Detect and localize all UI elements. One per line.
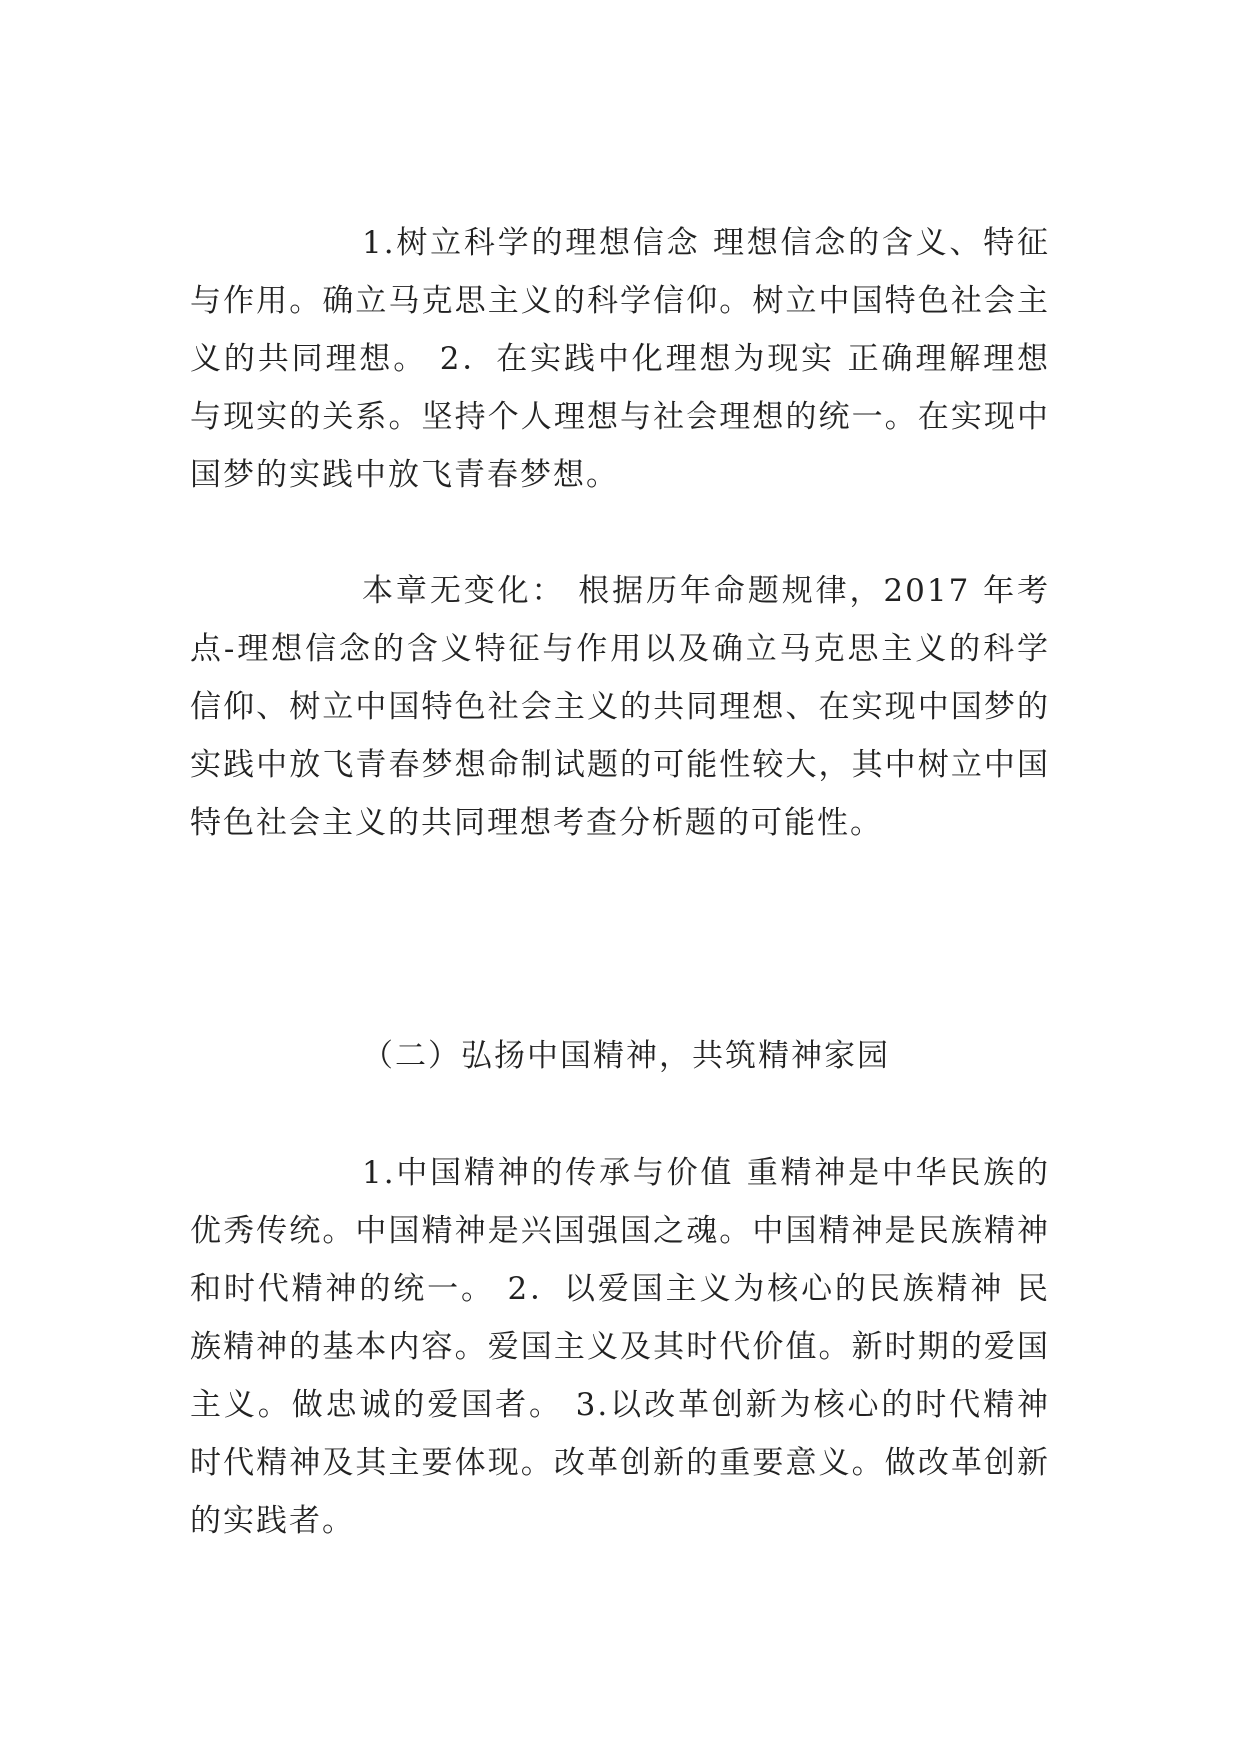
paragraph-exam-analysis: 本章无变化： 根据历年命题规律，2017 年考点-理想信念的含义特征与作用以及确立马克思主义的科学信仰、树立中国特色社会主义的共同理想、在实现中国梦的实践中放飞青春梦想命制试题的可能性较大，其中树立中国特色社会主义的共同理想考查分析题的可能性。 — [190, 573, 1050, 841]
section-heading: （二）弘扬中国精神，共筑精神家园 — [362, 1038, 890, 1074]
paragraph-ideals-beliefs: 1.树立科学的理想信念 理想信念的含义、特征与作用。确立马克思主义的科学信仰。树立中国特色社会主义的共同理想。 2．在实践中化理想为现实 正确理解理想与现实的关系。坚持个人理想与社会理想的统一。在实现中国梦的实践中放飞青春梦想。 — [190, 225, 1050, 493]
paragraph-chinese-spirit: 1.中国精神的传承与价值 重精神是中华民族的优秀传统。中国精神是兴国强国之魂。中国精神是民族精神和时代精神的统一。 2．以爱国主义为核心的民族精神 民族精神的基本内容。爱国主义及其时代价值。新时期的爱国主义。做忠诚的爱国者。 3.以改革创新为核心的时代精神 时代精神及其主要体现。改革创新的重要意义。做改革创新的实践者。 — [190, 1155, 1050, 1539]
